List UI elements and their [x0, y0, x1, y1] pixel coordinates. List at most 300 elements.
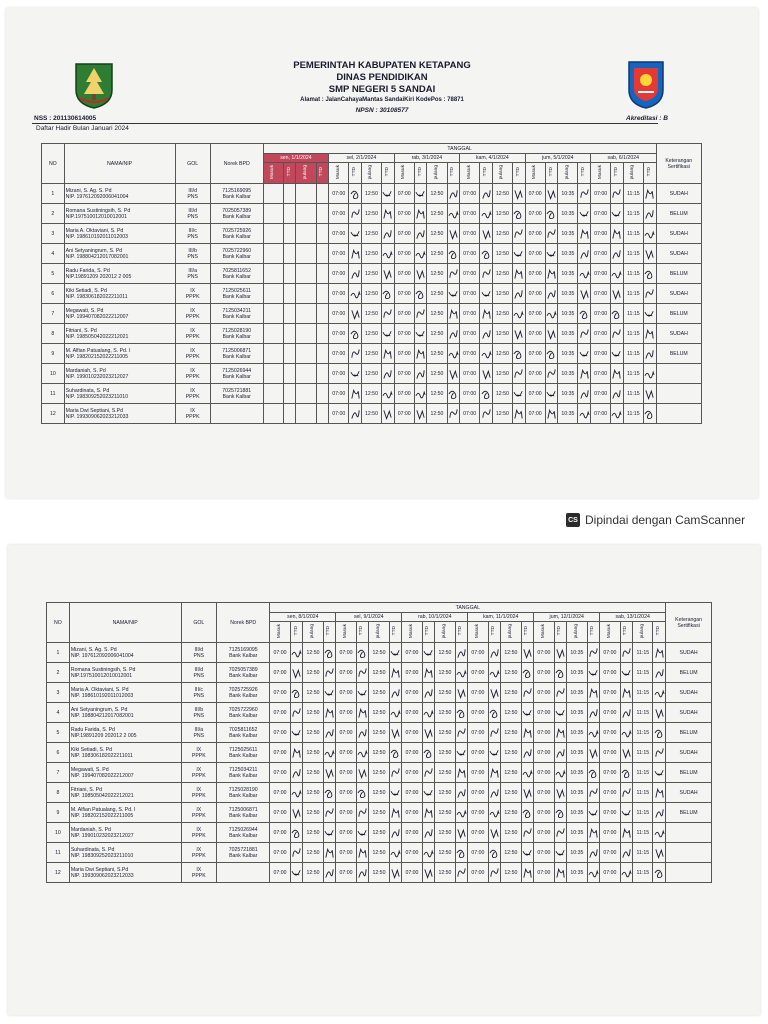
time-cell: 07:00 — [534, 723, 554, 743]
time-cell: 10:35 — [567, 783, 587, 803]
signature-cell — [611, 184, 624, 204]
signature-cell — [447, 364, 460, 384]
bank-name: Bank Kalbar — [229, 832, 258, 839]
time-cell: 07:00 — [402, 843, 422, 863]
signature-mark — [481, 207, 492, 221]
signature-cell — [480, 404, 493, 424]
time-cell: 07:00 — [600, 843, 620, 863]
staff-name: Fitriani, S. Pd — [70, 786, 102, 793]
time-cell: 12:50 — [303, 803, 323, 823]
day-header: sel, 2/1/2024 — [329, 154, 394, 163]
time-cell: 10:35 — [567, 643, 587, 663]
time-cell: 07:00 — [270, 843, 290, 863]
signature-cell — [545, 184, 558, 204]
signature-cell — [389, 783, 402, 803]
holiday-cell — [263, 364, 283, 384]
signature-mark — [555, 746, 566, 760]
sub-header-ttd — [578, 163, 591, 184]
sub-header-ttd — [323, 622, 336, 643]
signature-cell — [578, 284, 591, 304]
time-cell: 12:50 — [501, 823, 521, 843]
time-cell: 07:00 — [591, 304, 611, 324]
sub-header-label: TTD — [352, 167, 358, 177]
signature-cell — [620, 783, 633, 803]
signature-cell — [620, 823, 633, 843]
certification-status: SUDAH — [656, 324, 702, 344]
signature-cell — [480, 364, 493, 384]
school-nss: NSS : 201130614005 — [34, 115, 97, 122]
signature-cell — [587, 683, 600, 703]
signature-cell — [653, 723, 666, 743]
signature-mark — [555, 766, 566, 780]
signature-cell — [455, 763, 468, 783]
signature-mark — [588, 706, 599, 720]
time-cell: 07:00 — [468, 703, 488, 723]
signature-mark — [382, 367, 393, 381]
signature-cell — [653, 743, 666, 763]
staff-bank-account — [210, 184, 263, 204]
staff-nip: NIP. 198309252023211010 — [65, 393, 129, 400]
time-cell: 12:50 — [427, 344, 447, 364]
time-cell: 10:35 — [567, 803, 587, 823]
staff-grade: IX — [190, 307, 196, 314]
signature-mark — [357, 846, 368, 860]
sub-header-masuk — [263, 163, 283, 184]
time-cell: 07:00 — [329, 204, 349, 224]
account-number: 7125025611 — [228, 746, 258, 753]
time-cell: 12:50 — [427, 184, 447, 204]
staff-nip: NIP. 198202152022211005 — [65, 353, 129, 360]
signature-mark — [513, 187, 524, 201]
staff-name-nip — [69, 843, 181, 863]
time-cell: 07:00 — [525, 404, 545, 424]
signature-mark — [423, 806, 434, 820]
staff-grade: IX — [190, 407, 196, 414]
staff-status: PPPK — [191, 832, 206, 839]
signature-cell — [521, 823, 534, 843]
holiday-cell — [283, 284, 296, 304]
staff-gol — [175, 184, 210, 204]
signature-cell — [414, 184, 427, 204]
time-cell: 11:15 — [633, 783, 653, 803]
signature-cell — [323, 643, 336, 663]
signature-cell — [521, 643, 534, 663]
staff-grade: III/b — [188, 247, 197, 254]
sub-header-pulang — [623, 163, 643, 184]
signature-cell — [512, 404, 525, 424]
time-cell: 07:00 — [460, 244, 480, 264]
staff-status: PPPK — [191, 852, 206, 859]
time-cell: 07:00 — [460, 204, 480, 224]
time-cell: 07:00 — [591, 184, 611, 204]
time-cell: 12:50 — [435, 843, 455, 863]
staff-name: Ani Setyaningrum, S. Pd — [70, 706, 128, 713]
time-cell: 07:00 — [394, 364, 414, 384]
signature-cell — [488, 703, 501, 723]
day-header: sen, 1/1/2024 — [263, 154, 328, 163]
signature-cell — [447, 344, 460, 364]
signature-mark — [357, 706, 368, 720]
staff-status: PNS — [187, 193, 198, 200]
holiday-cell — [316, 184, 329, 204]
signature-cell — [554, 783, 567, 803]
time-cell: 07:00 — [336, 863, 356, 883]
staff-name-nip — [69, 703, 181, 723]
time-cell: 07:00 — [329, 344, 349, 364]
signature-mark — [448, 367, 459, 381]
time-cell: 12:50 — [303, 663, 323, 683]
sub-header-pulang — [633, 622, 653, 643]
signature-mark — [291, 806, 302, 820]
signature-mark — [588, 806, 599, 820]
account-number: 7125034211 — [222, 307, 251, 314]
time-cell: 12:50 — [435, 823, 455, 843]
signature-cell — [422, 783, 435, 803]
table-row — [42, 204, 702, 224]
signature-mark — [448, 287, 459, 301]
day-header: sab, 13/1/2024 — [600, 613, 666, 622]
time-cell: 12:50 — [303, 643, 323, 663]
time-cell: 10:35 — [558, 364, 578, 384]
signature-mark — [522, 646, 533, 660]
sub-header-label: Masuk — [474, 623, 480, 639]
signature-mark — [415, 327, 426, 341]
signature-cell — [521, 743, 534, 763]
signature-mark — [324, 786, 335, 800]
certification-status — [656, 384, 702, 404]
certification-status: BELUM — [656, 204, 702, 224]
signature-mark — [291, 846, 302, 860]
letterhead-divider — [32, 123, 658, 124]
signature-cell — [545, 404, 558, 424]
signature-mark — [448, 387, 459, 401]
certification-status: BELUM — [666, 723, 712, 743]
signature-cell — [521, 703, 534, 723]
table-row — [47, 703, 712, 723]
signature-mark — [621, 766, 632, 780]
table-row — [47, 803, 712, 823]
time-cell: 12:50 — [303, 743, 323, 763]
sub-header-label: Masuk — [606, 623, 612, 639]
signature-cell — [653, 683, 666, 703]
staff-name-nip — [64, 204, 175, 224]
signature-mark — [546, 407, 557, 421]
time-cell: 11:15 — [633, 703, 653, 723]
signature-mark — [448, 347, 459, 361]
sub-header-label: Masuk — [270, 164, 276, 180]
sub-header-ttd — [587, 622, 600, 643]
row-number: 5 — [42, 264, 65, 284]
sub-header-label: pulang — [375, 623, 381, 639]
signature-mark — [588, 686, 599, 700]
sub-header-masuk — [329, 163, 349, 184]
signature-cell — [521, 723, 534, 743]
bank-name: Bank Kalbar — [229, 852, 258, 859]
staff-status: PPPK — [185, 413, 200, 420]
signature-cell — [455, 723, 468, 743]
signature-cell — [611, 324, 624, 344]
signature-mark — [324, 686, 335, 700]
time-cell: 07:00 — [468, 643, 488, 663]
signature-mark — [654, 686, 665, 700]
staff-grade: III/a — [188, 267, 197, 274]
row-number: 12 — [42, 404, 65, 424]
signature-cell — [554, 643, 567, 663]
signature-cell — [414, 364, 427, 384]
staff-name-nip — [64, 224, 175, 244]
time-cell: 12:50 — [361, 284, 381, 304]
sub-header-label: TTD — [286, 167, 292, 177]
sub-header-label: TTD — [425, 626, 431, 636]
sub-header-label: pulang — [564, 164, 570, 180]
signature-cell — [323, 843, 336, 863]
holiday-cell — [263, 284, 283, 304]
time-cell: 07:00 — [534, 783, 554, 803]
sub-header-ttd — [643, 163, 656, 184]
signature-mark — [382, 247, 393, 261]
signature-mark — [654, 806, 665, 820]
signature-mark — [357, 866, 368, 880]
signature-mark — [513, 287, 524, 301]
signature-cell — [290, 703, 303, 723]
sub-header-label: pulang — [302, 164, 308, 180]
signature-cell — [480, 344, 493, 364]
account-number: 7125026944 — [222, 367, 252, 374]
time-cell: 10:35 — [558, 384, 578, 404]
staff-nip: NIP. 198610192011012003 — [70, 692, 134, 699]
table-row — [42, 324, 702, 344]
certification-status: BELUM — [656, 344, 702, 364]
signature-mark — [579, 307, 590, 321]
signature-mark — [481, 307, 492, 321]
signature-mark — [448, 247, 459, 261]
signature-mark — [456, 726, 467, 740]
time-cell: 07:00 — [402, 783, 422, 803]
signature-cell — [643, 384, 656, 404]
time-cell: 07:00 — [600, 803, 620, 823]
time-cell: 12:50 — [303, 843, 323, 863]
signature-mark — [644, 327, 655, 341]
signature-cell — [349, 364, 362, 384]
signature-cell — [356, 863, 369, 883]
signature-mark — [456, 806, 467, 820]
sub-header-label: pulang — [309, 623, 315, 639]
time-cell: 11:15 — [623, 384, 643, 404]
signature-mark — [588, 866, 599, 880]
signature-cell — [382, 404, 395, 424]
signature-mark — [350, 327, 361, 341]
time-cell: 07:00 — [468, 863, 488, 883]
staff-status: PNS — [193, 732, 205, 739]
staff-status: PPPK — [185, 293, 200, 300]
col-header-keterangan: Keterangan Sertifikasi — [656, 144, 702, 184]
school-npsn: NPSN : 30108577 — [355, 107, 409, 114]
staff-gol — [181, 723, 217, 743]
signature-mark — [456, 846, 467, 860]
staff-nip: NIP. 198202152022211005 — [70, 812, 134, 819]
signature-mark — [654, 746, 665, 760]
signature-cell — [349, 304, 362, 324]
signature-cell — [480, 204, 493, 224]
staff-bank-account — [210, 404, 263, 424]
signature-mark — [423, 866, 434, 880]
signature-mark — [357, 726, 368, 740]
signature-mark — [390, 766, 401, 780]
signature-mark — [621, 746, 632, 760]
staff-status: PNS — [193, 672, 205, 679]
staff-name-nip — [69, 823, 181, 843]
signature-cell — [455, 703, 468, 723]
signature-mark — [555, 826, 566, 840]
staff-name-nip — [64, 364, 175, 384]
bank-name: Bank Kalbar — [222, 193, 251, 200]
time-cell: 12:50 — [435, 683, 455, 703]
staff-name-nip — [69, 803, 181, 823]
signature-mark — [357, 646, 368, 660]
signature-cell — [488, 863, 501, 883]
sub-header-label: TTD — [515, 167, 521, 177]
bank-name: Bank Kalbar — [229, 712, 258, 719]
time-cell: 07:00 — [329, 264, 349, 284]
signature-mark — [522, 826, 533, 840]
signature-mark — [423, 706, 434, 720]
signature-mark — [390, 726, 401, 740]
signature-cell — [389, 683, 402, 703]
staff-name: Mizani, S. Ag. S. Pd — [70, 646, 117, 653]
holiday-cell — [283, 224, 296, 244]
account-number: 7025722960 — [228, 706, 258, 713]
col-header-tanggal: TANGGAL — [263, 144, 656, 154]
signature-mark — [415, 287, 426, 301]
time-cell: 07:00 — [534, 763, 554, 783]
signature-mark — [324, 726, 335, 740]
signature-mark — [513, 207, 524, 221]
staff-status: PPPK — [191, 792, 206, 799]
staff-name-nip — [64, 384, 175, 404]
staff-bank-account — [210, 244, 263, 264]
signature-cell — [349, 224, 362, 244]
time-cell: 10:35 — [567, 663, 587, 683]
signature-cell — [480, 324, 493, 344]
letterhead-line1: PEMERINTAH KABUPATEN KETAPANG — [293, 60, 471, 71]
signature-cell — [653, 843, 666, 863]
signature-mark — [644, 207, 655, 221]
staff-nip: NIP. 199407082022212007 — [70, 772, 134, 779]
account-number: 7125026944 — [228, 826, 258, 833]
certification-status: BELUM — [666, 803, 712, 823]
signature-mark — [291, 786, 302, 800]
signature-cell — [290, 803, 303, 823]
attendance-sheet-page-1 — [6, 8, 758, 498]
signature-mark — [291, 646, 302, 660]
time-cell: 07:00 — [394, 184, 414, 204]
signature-cell — [455, 863, 468, 883]
sub-header-masuk — [402, 622, 422, 643]
time-cell: 12:50 — [361, 404, 381, 424]
signature-mark — [546, 187, 557, 201]
signature-mark — [489, 766, 500, 780]
signature-mark — [579, 287, 590, 301]
camscanner-watermark — [566, 513, 745, 527]
signature-mark — [448, 407, 459, 421]
signature-cell — [587, 743, 600, 763]
signature-cell — [578, 184, 591, 204]
time-cell: 11:15 — [633, 863, 653, 883]
time-cell: 12:50 — [427, 324, 447, 344]
staff-status: PPPK — [185, 313, 200, 320]
signature-mark — [546, 327, 557, 341]
signature-cell — [382, 364, 395, 384]
bank-name: Bank Kalbar — [222, 293, 251, 300]
time-cell: 12:50 — [501, 683, 521, 703]
time-cell: 12:50 — [303, 683, 323, 703]
signature-cell — [611, 284, 624, 304]
signature-cell — [356, 683, 369, 703]
time-cell: 11:15 — [623, 364, 643, 384]
staff-name: Maria Dwi Septiani, S.Pd — [65, 407, 124, 414]
signature-mark — [350, 347, 361, 361]
holiday-cell — [296, 284, 316, 304]
certification-status: SUDAH — [666, 703, 712, 723]
camscanner-icon: CS — [566, 513, 580, 527]
signature-cell — [323, 663, 336, 683]
signature-cell — [480, 184, 493, 204]
signature-cell — [382, 384, 395, 404]
time-cell: 10:35 — [567, 843, 587, 863]
signature-mark — [654, 786, 665, 800]
account-number: 7025057389 — [222, 207, 252, 214]
sub-header-label: pulang — [507, 623, 513, 639]
signature-mark — [481, 347, 492, 361]
signature-mark — [448, 267, 459, 281]
sub-header-label: Masuk — [597, 164, 603, 180]
day-header: sab, 6/1/2024 — [591, 154, 656, 163]
time-cell: 07:00 — [525, 224, 545, 244]
sub-header-label: TTD — [491, 626, 497, 636]
time-cell: 07:00 — [600, 643, 620, 663]
signature-mark — [423, 686, 434, 700]
time-cell: 12:50 — [369, 863, 389, 883]
holiday-cell — [296, 204, 316, 224]
signature-cell — [349, 204, 362, 224]
signature-mark — [489, 686, 500, 700]
signature-cell — [620, 843, 633, 863]
letterhead — [6, 60, 758, 117]
table-row — [42, 224, 702, 244]
sub-header-ttd — [653, 622, 666, 643]
signature-mark — [456, 766, 467, 780]
certification-status: SUDAH — [666, 643, 712, 663]
row-number: 11 — [42, 384, 65, 404]
attendance-sheet-page-2 — [8, 545, 760, 1015]
sub-header-label: Masuk — [335, 164, 341, 180]
signature-mark — [481, 227, 492, 241]
signature-mark — [324, 846, 335, 860]
signature-cell — [414, 344, 427, 364]
signature-mark — [448, 187, 459, 201]
staff-name: Fitriani, S. Pd — [65, 327, 97, 334]
time-cell: 10:35 — [567, 763, 587, 783]
time-cell: 12:50 — [492, 364, 512, 384]
signature-cell — [290, 763, 303, 783]
signature-mark — [621, 666, 632, 680]
signature-mark — [456, 646, 467, 660]
signature-cell — [382, 204, 395, 224]
signature-cell — [422, 703, 435, 723]
staff-bank-account — [210, 324, 263, 344]
signature-cell — [389, 723, 402, 743]
col-header-gol: GOL — [181, 603, 217, 643]
